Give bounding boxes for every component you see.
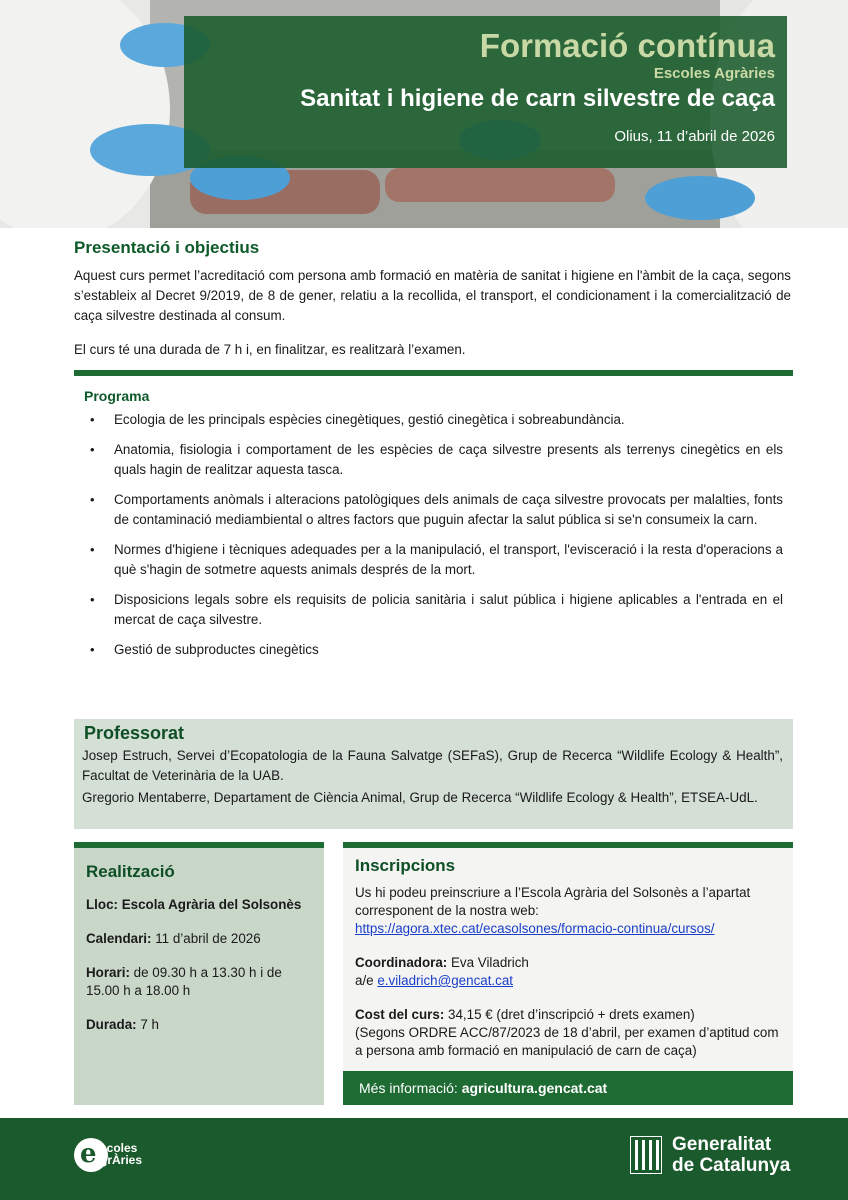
program-section (74, 370, 793, 708)
teachers-section (74, 719, 793, 829)
location: Lloc: Escola Agrària del Solsonès (86, 897, 302, 912)
bullet-icon: • (90, 642, 95, 657)
more-info-bar: Més informació: agricultura.gencat.cat (343, 1071, 793, 1105)
title-banner (184, 16, 787, 168)
registration-title: Inscripcions (355, 856, 456, 875)
bullet-icon: • (90, 492, 95, 507)
main-title: Formació contínua (479, 27, 775, 64)
program-title: Programa (84, 388, 150, 404)
program-list (74, 410, 793, 660)
bullet-icon: • (90, 412, 95, 427)
duration: Durada: 7 h (86, 1017, 159, 1032)
list-item: • Comportaments anòmals i alteracions patològiques dels animals de caça silvestre provocats per malalties, fonts de contaminació mediambiental o altres factors que puguin afectar la salut pública si se'n consumeix la carn. (90, 492, 783, 527)
place-date: Olius, 11 d’abril de 2026 (614, 128, 775, 145)
catalan-flag-icon (630, 1136, 662, 1174)
teacher-1: Josep Estruch, Servei d’Ecopatologia de la Fauna Salvatge (SEFaS), Grup de Recerca “Wildlife Ecology & Health”, Facultat de Veterinària de la UAB. (82, 748, 783, 783)
details-title: Realització (86, 862, 175, 881)
presentation-title: Presentació i objectius (74, 238, 260, 257)
email-link[interactable]: e.viladrich@gencat.cat (377, 973, 514, 988)
duration-paragraph: El curs té una durada de 7 h i, en finalitzar, es realitzarà l’examen. (74, 342, 466, 357)
list-item: • Normes d'higiene i tècniques adequades per a la manipulació, el transport, l'evisceració i la resta d'operacions a què s'hagin de sotmetre aquests animals després de la mort. (90, 542, 783, 577)
more-info-link[interactable]: agricultura.gencat.cat (461, 1080, 608, 1096)
registration-web-link[interactable]: https://agora.xtec.cat/ecasolsones/formacio-continua/cursos/ (355, 921, 715, 936)
generalitat-logo: Generalitat de Catalunya (630, 1134, 800, 1184)
calendar: Calendari: 11 d’abril de 2026 (86, 931, 261, 946)
subtitle: Escoles Agràries (653, 65, 775, 82)
list-item: • Disposicions legals sobre els requisits de policia sanitària i salut pública i higiene aplicables a l'entrada en el mercat de caça silvestre. (90, 592, 783, 627)
bullet-icon: • (90, 442, 95, 457)
header-photo (0, 0, 848, 228)
list-item: • Anatomia, fisiologia i comportament de les espècies de caça silvestre presents als terrenys cinegètics en els quals hagin de realitzar aquesta tasca. (90, 442, 783, 477)
escoles-logo-icon: e (74, 1138, 108, 1172)
list-item: • Gestió de subproductes cinegètics (88, 640, 783, 660)
bullet-icon: • (90, 542, 95, 557)
registration-intro: Us hi podeu preinscriure a l’Escola Agrària del Solsonès a l’apartat corresponent de la nostra web: https://agora.xtec.cat/ecasolsones/formacio-continua/cursos/ (355, 885, 751, 936)
escoles-agraries-logo: e scoles grÀries (74, 1136, 174, 1180)
details-section (74, 842, 324, 1105)
teachers-title: Professorat (84, 723, 185, 743)
coordinator: Coordinadora: Eva Viladrich a/e e.viladrich@gencat.cat (355, 955, 529, 988)
course-title: Sanitat i higiene de carn silvestre de caça (300, 85, 775, 112)
presentation-paragraph: Aquest curs permet l’acreditació com persona amb formació en matèria de sanitat i higiene en l'àmbit de la caça, segons s’estableix al Decret 9/2019, de 8 de gener, relatiu a la recollida, el transport, el condicionament i la comercialització de caça silvestre destinada al consum. (74, 268, 791, 323)
footer (0, 1118, 848, 1200)
bullet-icon: • (90, 592, 95, 607)
presentation-section (74, 238, 791, 374)
teacher-2: Gregorio Mentaberre, Departament de Ciència Animal, Grup de Recerca “Wildlife Ecology & Health”, ETSEA-UdL. (82, 790, 758, 805)
schedule: Horari: de 09.30 h a 13.30 h i de 15.00 h a 18.00 h (86, 965, 282, 998)
registration-section (343, 842, 793, 1105)
course-cost: Cost del curs: 34,15 € (dret d’inscripció + drets examen) (Segons ORDRE ACC/87/2023 de 18 d’abril, per examen d’aptitud com a persona amb formació en manipulació de carn de caça) (355, 1007, 779, 1058)
list-item: • Ecologia de les principals espècies cinegètiques, gestió cinegètica i sobreabundància. (88, 410, 783, 430)
